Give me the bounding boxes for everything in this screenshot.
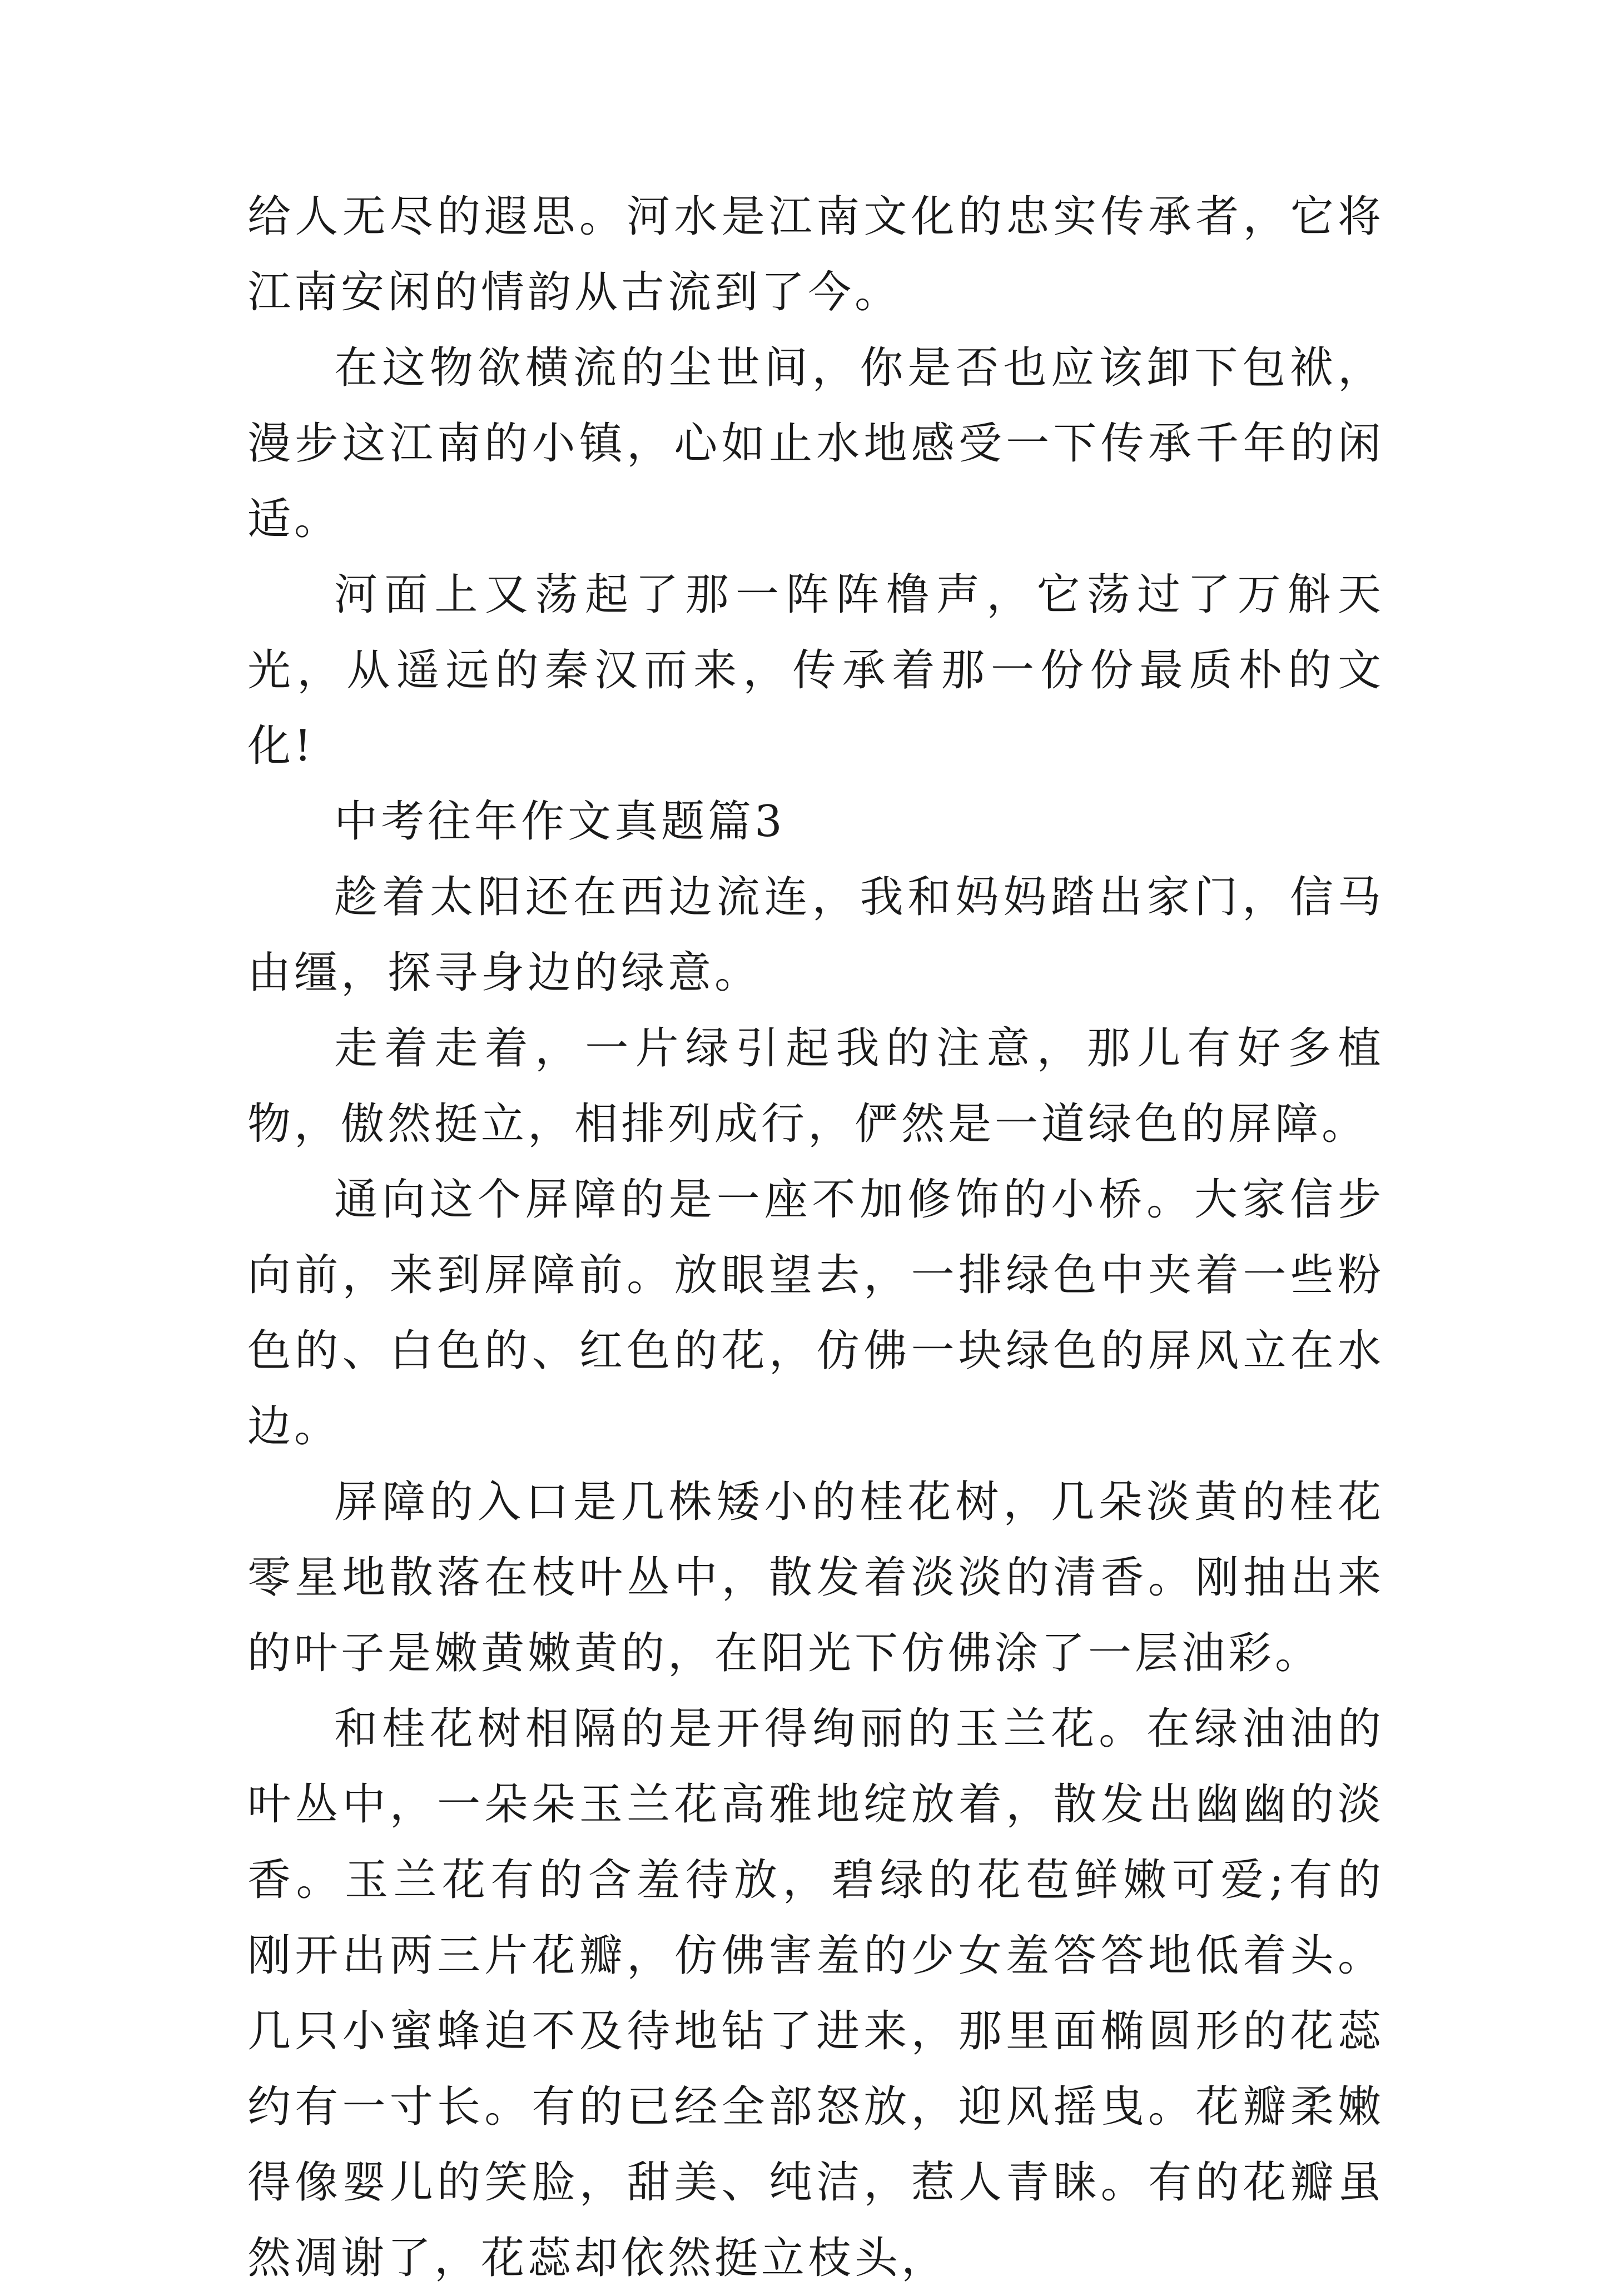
paragraph: 河面上又荡起了那一阵阵橹声，它荡过了万斛天光，从遥远的秦汉而来，传承着那一份份最质朴的文化!: [247, 570, 1384, 771]
paragraph: 走着走着，一片绿引起我的注意，那儿有好多植物，傲然挺立，相排列成行，俨然是一道绿色的屏障。: [247, 1023, 1384, 1149]
paragraph: 在这物欲横流的尘世间，你是否也应该卸下包袱，漫步这江南的小镇，心如止水地感受一下传承千年的闲适。: [247, 343, 1384, 544]
paragraph: 趁着太阳还在西边流连，我和妈妈踏出家门，信马由缰，探寻身边的绿意。: [247, 872, 1384, 998]
paragraph: 通向这个屏障的是一座不加修饰的小桥。大家信步向前，来到屏障前。放眼望去，一排绿色中夹着一些粉色的、白色的、红色的花，仿佛一块绿色的屏风立在水边。: [247, 1175, 1384, 1452]
paragraph-continued: 给人无尽的遐思。河水是江南文化的忠实传承者，它将江南安闲的情韵从古流到了今。: [247, 192, 1384, 317]
paragraph: 和桂花树相隔的是开得绚丽的玉兰花。在绿油油的叶丛中，一朵朵玉兰花高雅地绽放着，散发出幽幽的淡香。玉兰花有的含羞待放，碧绿的花苞鲜嫩可爱;有的刚开出两三片花瓣，仿佛害羞的少女羞答答地低着头。几只小蜜蜂迫不及待地钻了进来，那里面椭圆形的花蕊约有一寸长。有的已经全部怒放，迎风摇曳。花瓣柔嫩得像婴儿的笑脸，甜美、纯洁，惹人青睐。有的花瓣虽然凋谢了，花蕊却依然挺立枝头，: [247, 1704, 1384, 2283]
document-body: [247, 179, 1384, 2296]
paragraph: 屏障的入口是几株矮小的桂花树，几朵淡黄的桂花零星地散落在枝叶丛中，散发着淡淡的清香。刚抽出来的叶子是嫩黄嫩黄的，在阳光下仿佛涂了一层油彩。: [247, 1477, 1384, 1678]
section-heading: 中考往年作文真题篇3: [334, 797, 786, 847]
